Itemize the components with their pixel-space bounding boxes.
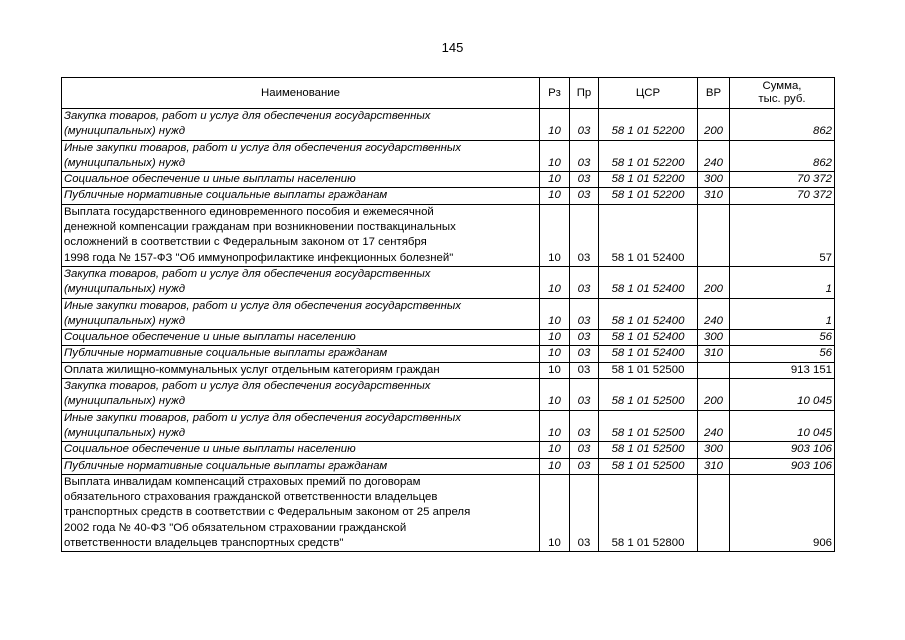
header-pr: Пр <box>570 78 599 109</box>
row-sum: 10 045 <box>730 410 835 442</box>
table-row <box>62 379 835 411</box>
row-sum: 10 045 <box>730 379 835 411</box>
row-sum: 70 372 <box>730 172 835 188</box>
table-row <box>62 172 835 188</box>
row-rz: 10 <box>540 362 570 378</box>
row-name: Выплата инвалидам компенсаций страховых премий по договорам обязательного страхования гражданской ответственности владельцев транспортных средств в соответствии с Федеральным законом от 25 апреля 2002 года № 40-ФЗ "Об обязательном страховании гражданской ответственности владельцев транспортных средств" <box>62 474 540 551</box>
table-row <box>62 188 835 204</box>
row-rz: 10 <box>540 410 570 442</box>
row-csr: 58 1 01 52200 <box>599 188 698 204</box>
row-sum: 56 <box>730 330 835 346</box>
table-row <box>62 266 835 298</box>
header-vr: ВР <box>698 78 730 109</box>
row-pr: 03 <box>570 379 599 411</box>
row-csr: 58 1 01 52400 <box>599 298 698 330</box>
row-csr: 58 1 01 52200 <box>599 109 698 141</box>
row-sum: 913 151 <box>730 362 835 378</box>
row-rz: 10 <box>540 109 570 141</box>
row-pr: 03 <box>570 330 599 346</box>
row-sum: 57 <box>730 204 835 266</box>
row-sum: 56 <box>730 346 835 362</box>
table-row <box>62 204 835 266</box>
row-sum: 906 <box>730 474 835 551</box>
row-name: Иные закупки товаров, работ и услуг для обеспечения государственных (муниципальных) нужд <box>62 410 540 442</box>
row-vr: 240 <box>698 410 730 442</box>
row-sum: 862 <box>730 140 835 172</box>
row-name: Оплата жилищно-коммунальных услуг отдельным категориям граждан <box>62 362 540 378</box>
row-name: Закупка товаров, работ и услуг для обеспечения государственных (муниципальных) нужд <box>62 266 540 298</box>
row-csr: 58 1 01 52400 <box>599 266 698 298</box>
table-row <box>62 474 835 551</box>
row-rz: 10 <box>540 298 570 330</box>
row-rz: 10 <box>540 379 570 411</box>
header-sum: Сумма, тыс. руб. <box>730 78 835 109</box>
row-pr: 03 <box>570 346 599 362</box>
row-name: Закупка товаров, работ и услуг для обеспечения государственных (муниципальных) нужд <box>62 109 540 141</box>
row-name: Социальное обеспечение и иные выплаты населению <box>62 172 540 188</box>
row-name: Иные закупки товаров, работ и услуг для обеспечения государственных (муниципальных) нужд <box>62 140 540 172</box>
row-pr: 03 <box>570 140 599 172</box>
row-csr: 58 1 01 52400 <box>599 330 698 346</box>
row-csr: 58 1 01 52400 <box>599 346 698 362</box>
row-pr: 03 <box>570 298 599 330</box>
row-name: Публичные нормативные социальные выплаты гражданам <box>62 188 540 204</box>
row-csr: 58 1 01 52200 <box>599 172 698 188</box>
row-sum: 862 <box>730 109 835 141</box>
table-row <box>62 458 835 474</box>
header-rz: Рз <box>540 78 570 109</box>
row-pr: 03 <box>570 458 599 474</box>
row-rz: 10 <box>540 330 570 346</box>
table-row <box>62 346 835 362</box>
row-vr: 300 <box>698 330 730 346</box>
row-vr: 310 <box>698 346 730 362</box>
row-sum: 903 106 <box>730 442 835 458</box>
row-name: Иные закупки товаров, работ и услуг для обеспечения государственных (муниципальных) нужд <box>62 298 540 330</box>
row-vr <box>698 204 730 266</box>
row-vr: 200 <box>698 266 730 298</box>
row-vr: 300 <box>698 172 730 188</box>
row-name: Закупка товаров, работ и услуг для обеспечения государственных (муниципальных) нужд <box>62 379 540 411</box>
row-pr: 03 <box>570 474 599 551</box>
row-vr: 310 <box>698 458 730 474</box>
row-pr: 03 <box>570 362 599 378</box>
row-vr: 240 <box>698 140 730 172</box>
row-rz: 10 <box>540 266 570 298</box>
row-rz: 10 <box>540 474 570 551</box>
row-csr: 58 1 01 52500 <box>599 442 698 458</box>
row-pr: 03 <box>570 109 599 141</box>
row-vr: 200 <box>698 109 730 141</box>
row-vr: 310 <box>698 188 730 204</box>
row-pr: 03 <box>570 442 599 458</box>
table-row <box>62 330 835 346</box>
row-pr: 03 <box>570 410 599 442</box>
budget-table <box>61 77 835 552</box>
row-rz: 10 <box>540 172 570 188</box>
row-vr <box>698 474 730 551</box>
row-rz: 10 <box>540 458 570 474</box>
table-row <box>62 442 835 458</box>
row-csr: 58 1 01 52800 <box>599 474 698 551</box>
row-name: Публичные нормативные социальные выплаты гражданам <box>62 346 540 362</box>
table-header-row <box>62 78 835 109</box>
table-row <box>62 410 835 442</box>
row-name: Выплата государственного единовременного пособия и ежемесячной денежной компенсации гражданам при возникновении поствакцинальных осложнений в соответствии с Федеральным законом от 17 сентября 1998 года № 157-ФЗ "Об иммунопрофилактике инфекционных болезней" <box>62 204 540 266</box>
row-pr: 03 <box>570 266 599 298</box>
row-sum: 903 106 <box>730 458 835 474</box>
table-row <box>62 140 835 172</box>
row-rz: 10 <box>540 140 570 172</box>
row-rz: 10 <box>540 346 570 362</box>
header-csr: ЦСР <box>599 78 698 109</box>
row-vr: 240 <box>698 298 730 330</box>
table-row <box>62 298 835 330</box>
row-name: Публичные нормативные социальные выплаты гражданам <box>62 458 540 474</box>
row-vr: 200 <box>698 379 730 411</box>
row-name: Социальное обеспечение и иные выплаты населению <box>62 442 540 458</box>
row-vr: 300 <box>698 442 730 458</box>
table-row <box>62 109 835 141</box>
row-pr: 03 <box>570 188 599 204</box>
row-csr: 58 1 01 52500 <box>599 458 698 474</box>
row-sum: 1 <box>730 298 835 330</box>
page-number: 145 <box>441 40 464 55</box>
row-rz: 10 <box>540 188 570 204</box>
row-rz: 10 <box>540 442 570 458</box>
row-csr: 58 1 01 52500 <box>599 379 698 411</box>
row-pr: 03 <box>570 172 599 188</box>
row-csr: 58 1 01 52500 <box>599 410 698 442</box>
row-csr: 58 1 01 52200 <box>599 140 698 172</box>
row-pr: 03 <box>570 204 599 266</box>
row-vr <box>698 362 730 378</box>
row-sum: 70 372 <box>730 188 835 204</box>
row-rz: 10 <box>540 204 570 266</box>
table-row <box>62 362 835 378</box>
row-csr: 58 1 01 52400 <box>599 204 698 266</box>
row-name: Социальное обеспечение и иные выплаты населению <box>62 330 540 346</box>
row-csr: 58 1 01 52500 <box>599 362 698 378</box>
header-name: Наименование <box>62 78 540 109</box>
row-sum: 1 <box>730 266 835 298</box>
